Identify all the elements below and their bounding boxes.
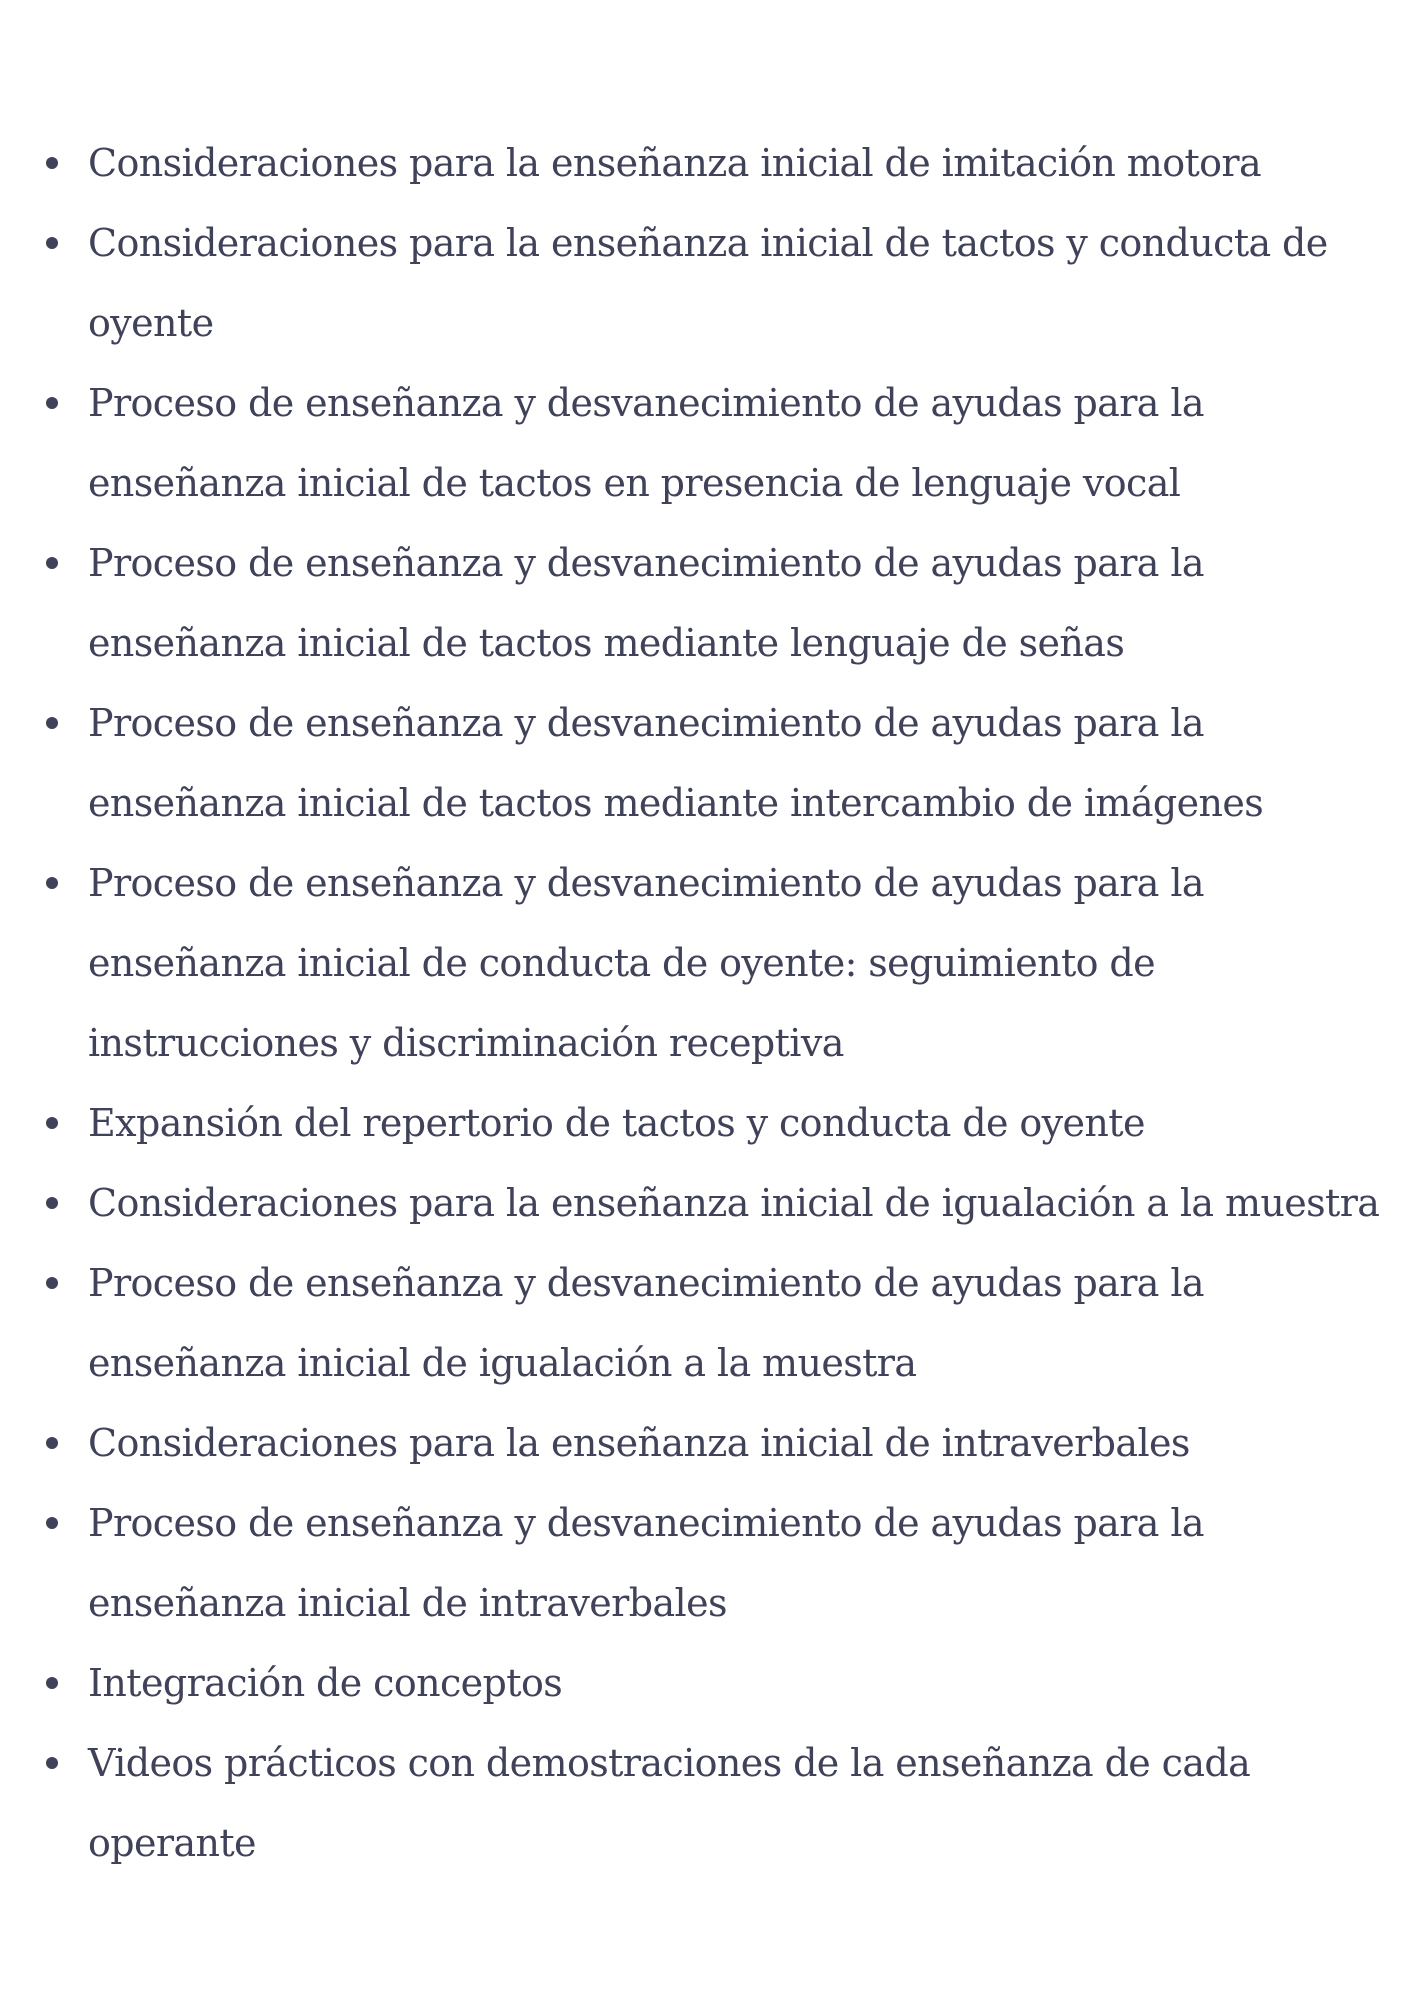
bullet-icon: [46, 1757, 58, 1769]
list-item-text: Proceso de enseñanza y desvanecimiento de ayudas para la enseñanza inicial de tactos mediante lenguaje de señas: [88, 541, 1204, 665]
list-item: [0, 1163, 1414, 1243]
list-item-text: Proceso de enseñanza y desvanecimiento de ayudas para la enseñanza inicial de igualación a la muestra: [88, 1261, 1204, 1385]
list-item-text: Consideraciones para la enseñanza inicial de tactos y conducta de oyente: [88, 221, 1328, 345]
list-item-text: Consideraciones para la enseñanza inicial de igualación a la muestra: [88, 1181, 1380, 1225]
bullet-icon: [46, 877, 58, 889]
list-item-text: Expansión del repertorio de tactos y conducta de oyente: [88, 1101, 1145, 1145]
list-item-text: Integración de conceptos: [88, 1661, 563, 1705]
bullet-icon: [46, 1197, 58, 1209]
bullet-icon: [46, 397, 58, 409]
list-item: [0, 1483, 1414, 1643]
list-item: [0, 1723, 1414, 1883]
list-item: [0, 1643, 1414, 1723]
bullet-icon: [46, 1517, 58, 1529]
list-item: [0, 843, 1414, 1083]
list-item: [0, 1403, 1414, 1483]
course-content-list: [0, 123, 1414, 1883]
list-item: [0, 1243, 1414, 1403]
list-item-text: Proceso de enseñanza y desvanecimiento de ayudas para la enseñanza inicial de intraverbales: [88, 1501, 1204, 1625]
bullet-icon: [46, 1277, 58, 1289]
bullet-icon: [46, 237, 58, 249]
list-item: [0, 1083, 1414, 1163]
bullet-list: [0, 123, 1414, 1883]
list-item: [0, 203, 1414, 363]
list-item-text: Proceso de enseñanza y desvanecimiento de ayudas para la enseñanza inicial de tactos mediante intercambio de imágenes: [88, 701, 1264, 825]
list-item: [0, 523, 1414, 683]
list-item-text: Consideraciones para la enseñanza inicial de intraverbales: [88, 1421, 1190, 1465]
list-item-text: Proceso de enseñanza y desvanecimiento de ayudas para la enseñanza inicial de conducta de oyente: seguimiento de instrucciones y discriminación receptiva: [88, 861, 1204, 1065]
bullet-icon: [46, 717, 58, 729]
bullet-icon: [46, 1677, 58, 1689]
list-item: [0, 123, 1414, 203]
bullet-icon: [46, 157, 58, 169]
bullet-icon: [46, 557, 58, 569]
list-item-text: Videos prácticos con demostraciones de la enseñanza de cada operante: [88, 1741, 1251, 1865]
list-item: [0, 683, 1414, 843]
list-item: [0, 363, 1414, 523]
bullet-icon: [46, 1117, 58, 1129]
list-item-text: Proceso de enseñanza y desvanecimiento de ayudas para la enseñanza inicial de tactos en presencia de lenguaje vocal: [88, 381, 1204, 505]
list-item-text: Consideraciones para la enseñanza inicial de imitación motora: [88, 141, 1262, 185]
bullet-icon: [46, 1437, 58, 1449]
